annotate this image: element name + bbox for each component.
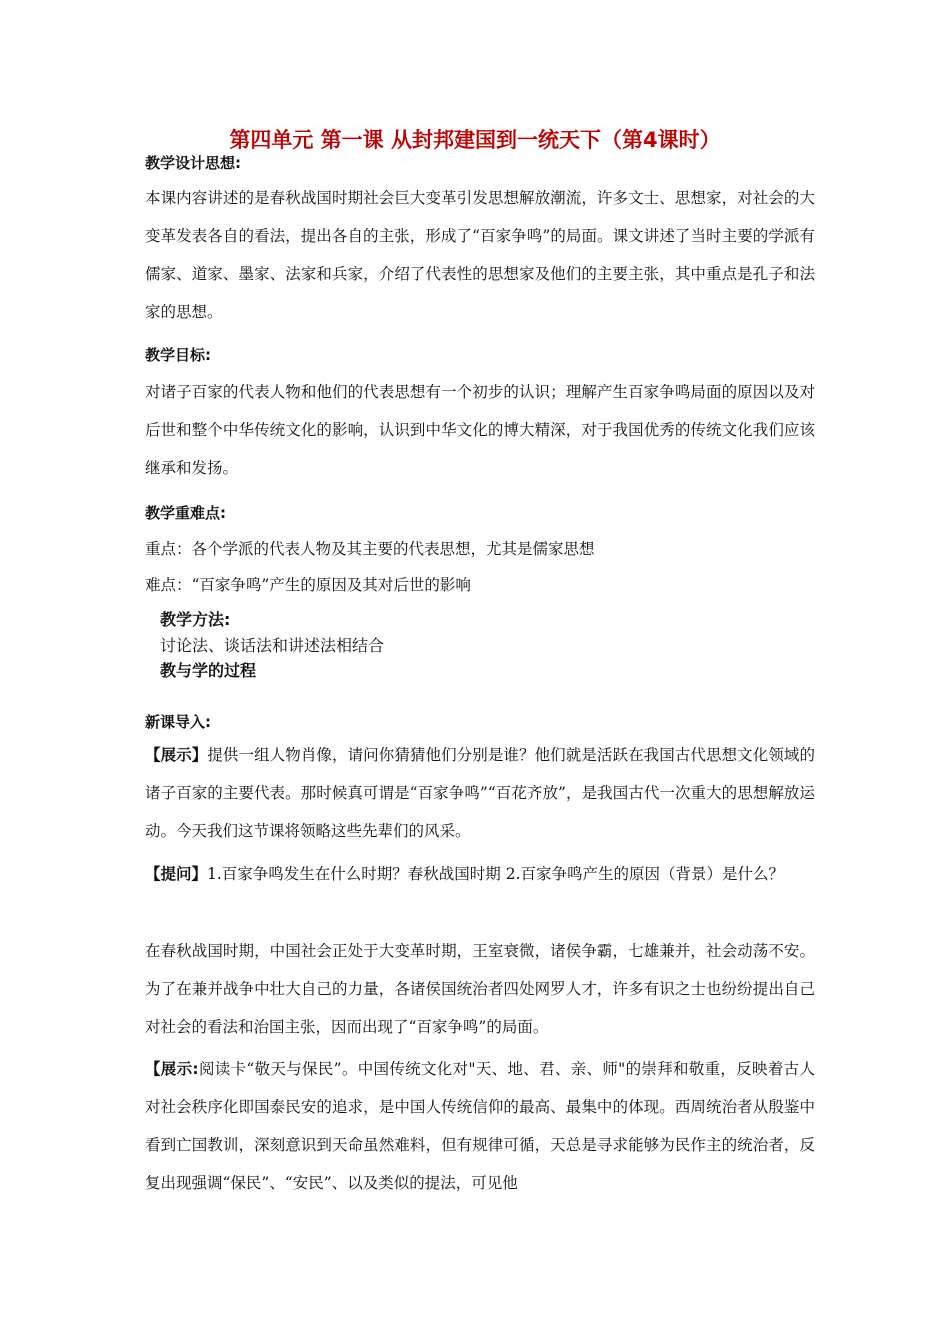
difficulty-line: 难点：“百家争鸣”产生的原因及其对后世的影响 xyxy=(145,576,471,594)
show1-tag: 【展示】 xyxy=(145,746,208,764)
show1-text: 提供一组人物肖像，请问你猜猜他们分别是谁？他们就是活跃在我国古代思想文化领域的诸子百家的主要代表。那时候真可谓是“百家争鸣”“百花齐放”，是我国古代一次重大的思想解放运动。今天我们这节课将领略这些先辈们的风采。 xyxy=(145,746,815,840)
ask-text: 1.百家争鸣发生在什么时期？春秋战国时期 2.百家争鸣产生的原因（背景）是什么？ xyxy=(207,865,785,883)
ask-paragraph xyxy=(145,855,815,893)
show2-tag: 【展示: xyxy=(145,1060,199,1078)
design-paragraph: 本课内容讲述的是春秋战国时期社会巨大变革引发思想解放潮流，许多文士、思想家，对社会的大变革发表各自的看法，提出各自的主张，形成了“百家争鸣”的局面。课文讲述了当时主要的学派有儒家、道家、墨家、法家和兵家，介绍了代表性的思想家及他们的主要主张，其中重点是孔子和法家的思想。 xyxy=(145,189,815,321)
ask-tag: 【提问】 xyxy=(145,865,208,883)
focus-line: 重点：各个学派的代表人物及其主要的代表思想，尤其是儒家思想 xyxy=(145,540,595,558)
show2-text: 阅读卡“敬天与保民”。中国传统文化对"天、地、君、亲、师"的崇拜和敬重，反映着古人对社会秩序化即国泰民安的追求，是中国人传统信仰的最高、最集中的体现。西周统治者从殷鉴中看到亡国教训，深刻意识到天命虽然难料，但有规律可循，天总是寻求能够为民作主的统治者，反复出现强调“保民”、“安民”、以及类似的提法，可见他 xyxy=(145,1060,815,1192)
keypoints-heading: 教学重难点: xyxy=(145,504,226,522)
lesson-title: 第四单元 第一课 从封邦建国到一统天下（第4课时） xyxy=(229,128,721,152)
show2-paragraph xyxy=(145,1050,815,1202)
intro-heading: 新课导入: xyxy=(145,713,211,731)
methods-text: 讨论法、谈话法和讲述法相结合 xyxy=(160,636,385,655)
answer-paragraph: 在春秋战国时期，中国社会正处于大变革时期，王室衰微，诸侯争霸，七雄兼并，社会动荡不安。为了在兼并战争中壮大自己的力量，各诸侯国统治者四处网罗人才，许多有识之士也纷纷提出自己对社会的看法和治国主张，因而出现了“百家争鸣”的局面。 xyxy=(145,942,815,1036)
goals-heading: 教学目标: xyxy=(145,346,211,364)
goals-paragraph: 对诸子百家的代表人物和他们的代表思想有一个初步的认识；理解产生百家争鸣局面的原因以及对后世和整个中华传统文化的影响，认识到中华文化的博大精深，对于我国优秀的传统文化我们应该继承和发扬。 xyxy=(145,383,815,477)
show1-paragraph xyxy=(145,736,815,850)
methods-heading: 教学方法: xyxy=(160,610,231,629)
design-heading: 教学设计思想: xyxy=(145,154,241,172)
process-heading: 教与学的过程 xyxy=(160,661,257,680)
